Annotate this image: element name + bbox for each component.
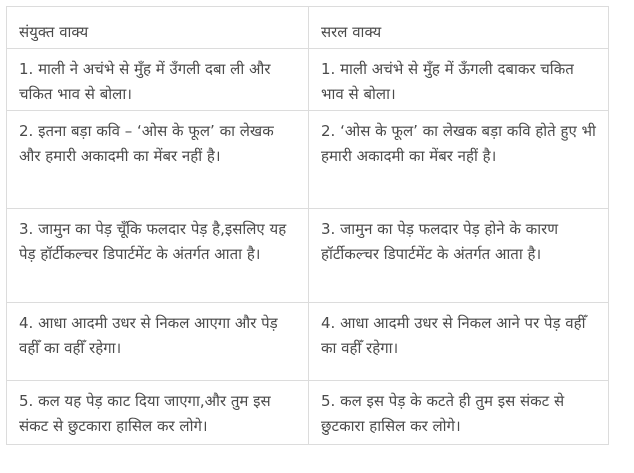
table-header-row (7, 7, 609, 49)
table-row (7, 381, 609, 445)
simple-sentence-cell: 1. माली अचंभे से मुँह में ऊँगली दबाकर चकित भाव से बोला। (309, 49, 609, 111)
compound-sentence-cell: 5. कल यह पेड़ काट दिया जाएगा,और तुम इस संकट से छुटकारा हासिल कर लोगे। (7, 381, 309, 445)
table-row (7, 303, 609, 381)
table-row (7, 209, 609, 303)
header-compound-sentence: संयुक्त वाक्य (7, 7, 309, 49)
comparison-table-container (6, 6, 608, 445)
compound-sentence-cell: 2. इतना बड़ा कवि – ‘ओस के फूल’ का लेखक और हमारी अकादमी का मेंबर नहीं है। (7, 111, 309, 209)
table-row (7, 49, 609, 111)
simple-sentence-cell: 2. ‘ओस के फूल’ का लेखक बड़ा कवि होते हुए भी हमारी अकादमी का मेंबर नहीं है। (309, 111, 609, 209)
simple-sentence-cell: 5. कल इस पेड़ के कटते ही तुम इस संकट से छुटकारा हासिल कर लोगे। (309, 381, 609, 445)
table-row (7, 111, 609, 209)
compound-sentence-cell: 1. माली ने अचंभे से मुँह में उँगली दबा ली और चकित भाव से बोला। (7, 49, 309, 111)
header-simple-sentence: सरल वाक्य (309, 7, 609, 49)
compound-sentence-cell: 4. आधा आदमी उधर से निकल आएगा और पेड़ वहीँ का वहीँ रहेगा। (7, 303, 309, 381)
simple-sentence-cell: 4. आधा आदमी उधर से निकल आने पर पेड़ वहीँ का वहीँ रहेगा। (309, 303, 609, 381)
simple-sentence-cell: 3. जामुन का पेड़ फलदार पेड़ होने के कारण हॉर्टीकल्चर डिपार्टमेंट के अंतर्गत आता है। (309, 209, 609, 303)
compound-sentence-cell: 3. जामुन का पेड़ चूँकि फलदार पेड़ है,इसलिए यह पेड़ हॉर्टीकल्चर डिपार्टमेंट के अंतर्गत आता है। (7, 209, 309, 303)
sentence-comparison-table (6, 6, 609, 445)
